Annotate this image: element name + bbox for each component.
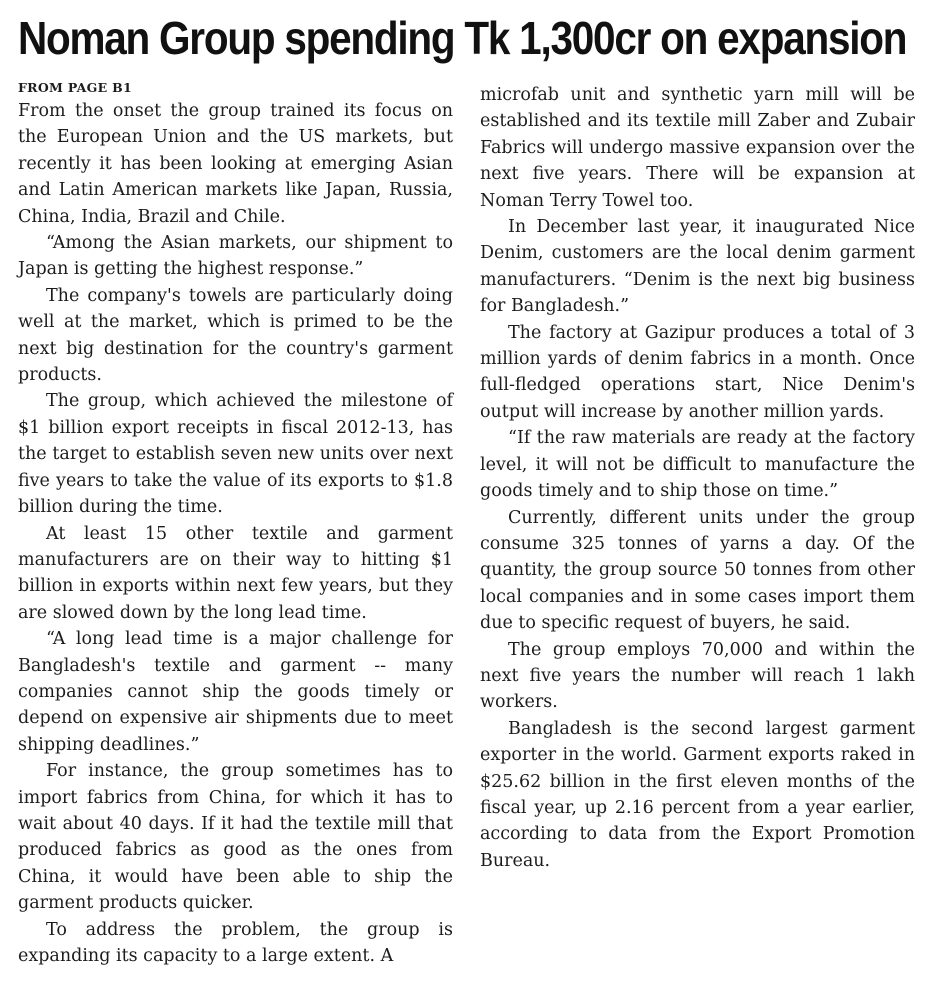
paragraph: The company's towels are particularly doing well at the market, which is primed to be the next big destination for the country's garment products. <box>18 285 453 386</box>
paragraph: Currently, different units under the group consume 325 tonnes of yarns a day. Of the quantity, the group source 50 tonnes from other local companies and in some cases import them due to specific request of buyers, he said. <box>480 507 915 634</box>
paragraph: In December last year, it inaugurated Nice Denim, customers are the local denim garment manufacturers. “Denim is the next big business for Bangladesh.” <box>480 217 915 317</box>
paragraph: From the onset the group trained its focus on the European Union and the US markets, but recently it has been looking at emerging Asian and Latin American markets like Japan, Russia, China, India, Brazil and Chile. <box>18 101 453 227</box>
paragraph: “If the raw materials are ready at the factory level, it will not be difficult to manufacture the goods timely and to ship those on time.” <box>480 428 915 502</box>
paragraph: The group, which achieved the milestone of $1 billion export receipts in fiscal 2012-13, has the target to establish seven new units over next five years to take the value of its exports to $1.8 billion during the time. <box>18 391 453 518</box>
paragraph: Bangladesh is the second largest garment exporter in the world. Garment exports raked in $25.62 billion in the first eleven months of the fiscal year, up 2.16 percent from a year earlier, according to data from the Export Promotion Bureau. <box>480 718 915 871</box>
paragraph: “Among the Asian markets, our shipment to Japan is getting the highest response.” <box>18 233 453 280</box>
article-headline: Noman Group spending Tk 1,300cr on expansion <box>18 12 907 64</box>
continued-from-label: FROM PAGE B1 <box>18 80 132 95</box>
paragraph: For instance, the group sometimes has to import fabrics from China, for which it has to wait about 40 days. If it had the textile mill that produced fabrics as good as the ones from China, it would have been able to ship the garment products quicker. <box>18 761 453 914</box>
article-column-right <box>480 82 915 874</box>
paragraph: The factory at Gazipur produces a total of 3 million yards of denim fabrics in a month. Once full-fledged operations start, Nice Denim's output will increase by another million yards. <box>480 322 915 422</box>
paragraph: At least 15 other textile and garment manufacturers are on their way to hitting $1 billion in exports within next few years, but they are slowed down by the long lead time. <box>18 523 453 623</box>
paragraph: To address the problem, the group is expanding its capacity to a large extent. A <box>18 919 453 966</box>
paragraph: “A long lead time is a major challenge for Bangladesh's textile and garment -- many companies cannot ship the goods timely or depend on expensive air shipments due to meet shipping deadlines.” <box>18 629 453 755</box>
paragraph: microfab unit and synthetic yarn mill will be established and its textile mill Zaber and Zubair Fabrics will undergo massive expansion over the next five years. There will be expansion at Noman Terry Towel too. <box>480 85 915 211</box>
article-column-left <box>18 80 453 969</box>
paragraph: The group employs 70,000 and within the next five years the number will reach 1 lakh workers. <box>480 639 915 713</box>
